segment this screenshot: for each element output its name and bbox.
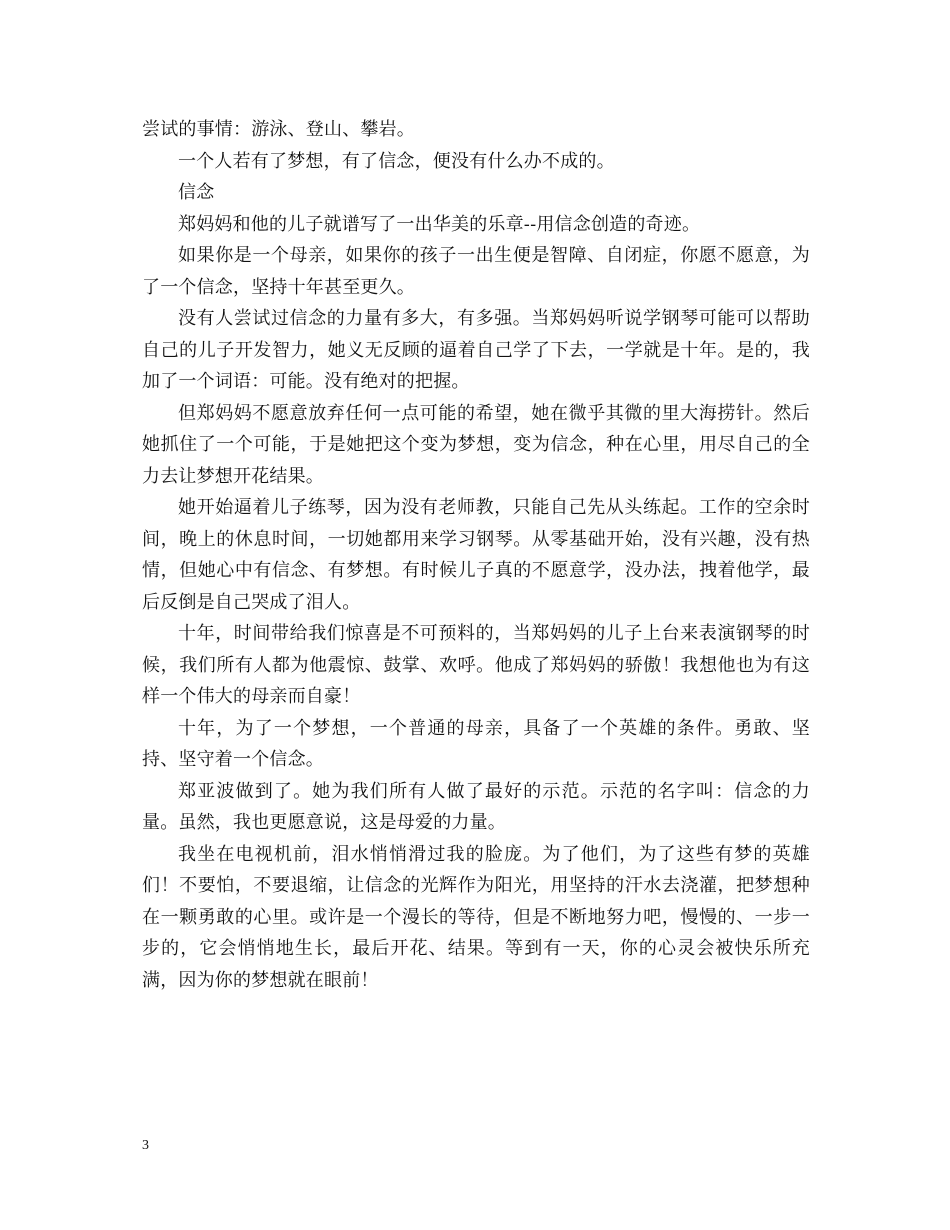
paragraph: 郑亚波做到了。她为我们所有人做了最好的示范。示范的名字叫：信念的力量。虽然，我也更愿意说，这是母爱的力量。	[142, 780, 810, 833]
page-number: 3	[142, 1138, 149, 1153]
paragraph: 她开始逼着儿子练琴，因为没有老师教，只能自己先从头练起。工作的空余时间，晚上的休息时间，一切她都用来学习钢琴。从零基础开始，没有兴趣，没有热情，但她心中有信念、有梦想。有时候儿子真的不愿意学，没办法，拽着他学，最后反倒是自己哭成了泪人。	[142, 497, 810, 613]
paragraph: 没有人尝试过信念的力量有多大，有多强。当郑妈妈听说学钢琴可能可以帮助自己的儿子开发智力，她义无反顾的逼着自己学了下去，一学就是十年。是的，我加了一个词语：可能。没有绝对的把握。	[142, 308, 810, 392]
paragraph: 十年，为了一个梦想，一个普通的母亲，具备了一个英雄的条件。勇敢、坚持、坚守着一个信念。	[142, 717, 810, 770]
paragraph: 十年，时间带给我们惊喜是不可预料的，当郑妈妈的儿子上台来表演钢琴的时候，我们所有人都为他震惊、鼓掌、欢呼。他成了郑妈妈的骄傲！我想他也为有这样一个伟大的母亲而自豪！	[142, 623, 810, 707]
section-heading: 信念	[178, 182, 215, 203]
paragraph: 如果你是一个母亲，如果你的孩子一出生便是智障、自闭症，你愿不愿意，为了一个信念，坚持十年甚至更久。	[142, 245, 810, 298]
paragraph: 我坐在电视机前，泪水悄悄滑过我的脸庞。为了他们，为了这些有梦的英雄们！不要怕，不要退缩，让信念的光辉作为阳光，用坚持的汗水去浇灌，把梦想种在一颗勇敢的心里。或许是一个漫长的等待，但是不断地努力吧，慢慢的、一步一步的，它会悄悄地生长，最后开花、结果。等到有一天，你的心灵会被快乐所充满，因为你的梦想就在眼前！	[142, 843, 810, 991]
paragraph: 一个人若有了梦想，有了信念，便没有什么办不成的。	[178, 150, 615, 172]
paragraph-continued: 尝试的事情：游泳、登山、攀岩。	[142, 119, 415, 140]
paragraph: 郑妈妈和他的儿子就谱写了一出华美的乐章--用信念创造的奇迹。	[178, 213, 701, 235]
paragraph: 但郑妈妈不愿意放弃任何一点可能的希望，她在微乎其微的里大海捞针。然后她抓住了一个可能，于是她把这个变为梦想，变为信念，种在心里，用尽自己的全力去让梦想开花结果。	[142, 402, 810, 487]
document-body	[142, 114, 810, 996]
